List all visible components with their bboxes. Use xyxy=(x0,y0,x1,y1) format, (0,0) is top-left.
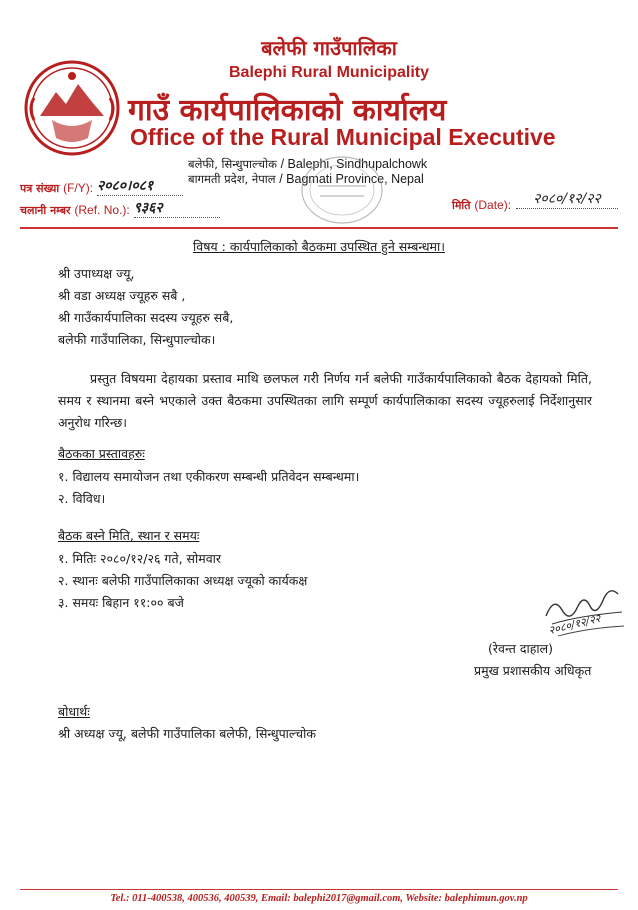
address-np-1: बलेफी, सिन्धुपाल्चोक xyxy=(188,157,277,171)
municipality-name-np: बलेफी गाउँपालिका xyxy=(261,36,397,60)
date-label-np: मिति xyxy=(452,199,471,212)
municipality-name-en: Balephi Rural Municipality xyxy=(228,64,430,81)
signatory-name: (रेवन्त दाहाल) xyxy=(488,641,553,656)
office-name-np: गाउँ कार्यपालिकाको कार्यालय xyxy=(128,93,447,128)
recipient-3: श्री गाउँकार्यपालिका सदस्य ज्यूहरु सबै, xyxy=(58,310,234,325)
recipient-4: बलेफी गाउँपालिका, सिन्धुपाल्चोक। xyxy=(58,332,216,347)
body-paragraph: प्रस्तुत विषयमा देहायका प्रस्ताव माथि छलफल गरी निर्णय गर्न बलेफी गाउँकार्यपालिकाको बैठक देहायको मिति, समय र स्थानमा बस्ने भएकाले उक्त बैठकमा उपस्थितका लागि सम्पूर्ण कार्यपालिकाका सदस्य ज्यूहरुलाई निर्देशानुसार अनुरोध गरिन्छ। xyxy=(58,371,592,430)
recipient-2: श्री वडा अध्यक्ष ज्यूहरु सबै , xyxy=(58,288,186,303)
fiscal-year-row xyxy=(20,176,183,196)
address-np-2: बागमती प्रदेश, नेपाल xyxy=(188,172,276,186)
footer-divider xyxy=(20,889,618,890)
ref-label-en: (Ref. No.): xyxy=(74,203,130,217)
agenda-heading: बैठकका प्रस्तावहरुः xyxy=(58,446,145,461)
ref-no-row xyxy=(20,198,220,218)
meeting-heading: बैठक बस्ने मिति, स्थान र समयः xyxy=(58,528,200,543)
cc-line: श्री अध्यक्ष ज्यू, बलेफी गाउँपालिका बलेफी, सिन्धुपाल्चोक xyxy=(58,726,316,741)
meeting-item-1: १. मितिः २०८०/१२/२६ गते, सोमवार xyxy=(58,551,221,566)
meeting-item-3: ३. समयः बिहान ११:०० बजे xyxy=(58,595,184,610)
recipient-1: श्री उपाध्यक्ष ज्यू, xyxy=(58,266,135,281)
ref-value: ९३६२ xyxy=(133,200,163,216)
office-name-en: Office of the Rural Municipal Executive xyxy=(130,124,556,150)
ref-label-np: चलानी नम्बर xyxy=(20,204,71,217)
address-en-1: / Balephi, Sindhupalchowk xyxy=(280,157,428,171)
address-en-2: / Bagmati Province, Nepal xyxy=(279,172,424,186)
fy-label-np: पत्र संख्या xyxy=(20,182,60,195)
meeting-item-2: २. स्थानः बलेफी गाउँपालिकाका अध्यक्ष ज्यूको कार्यकक्ष xyxy=(58,573,308,588)
header-divider xyxy=(20,227,618,229)
agenda-item-2: २. विविध। xyxy=(58,491,106,506)
subject-line: विषय : कार्यपालिकाको बैठकमा उपस्थित हुने सम्बन्धमा। xyxy=(193,239,445,254)
fy-label-en: (F/Y): xyxy=(63,181,94,195)
signature-date: २०८०/१२/२२ xyxy=(547,611,602,638)
date-label-en: (Date): xyxy=(474,198,512,212)
agenda-item-1: १. विद्यालय समायोजन तथा एकीकरण सम्बन्धी प्रतिवेदन सम्बन्धमा। xyxy=(58,469,360,484)
date-field xyxy=(516,188,618,209)
date-row xyxy=(452,198,511,213)
office-stamp-icon xyxy=(298,152,386,228)
signatory-title: प्रमुख प्रशासकीय अधिकृत xyxy=(474,663,592,678)
fy-value: २०८०।०८१ xyxy=(96,178,154,194)
footer-contact: Tel.: 011-400538, 400536, 400539, Email: balephi2017@gmail.com, Website: balephimun.gov.np xyxy=(110,893,528,904)
cc-heading: बोधार्थः xyxy=(58,704,90,719)
date-value: २०८०/१२/२२ xyxy=(533,191,601,207)
